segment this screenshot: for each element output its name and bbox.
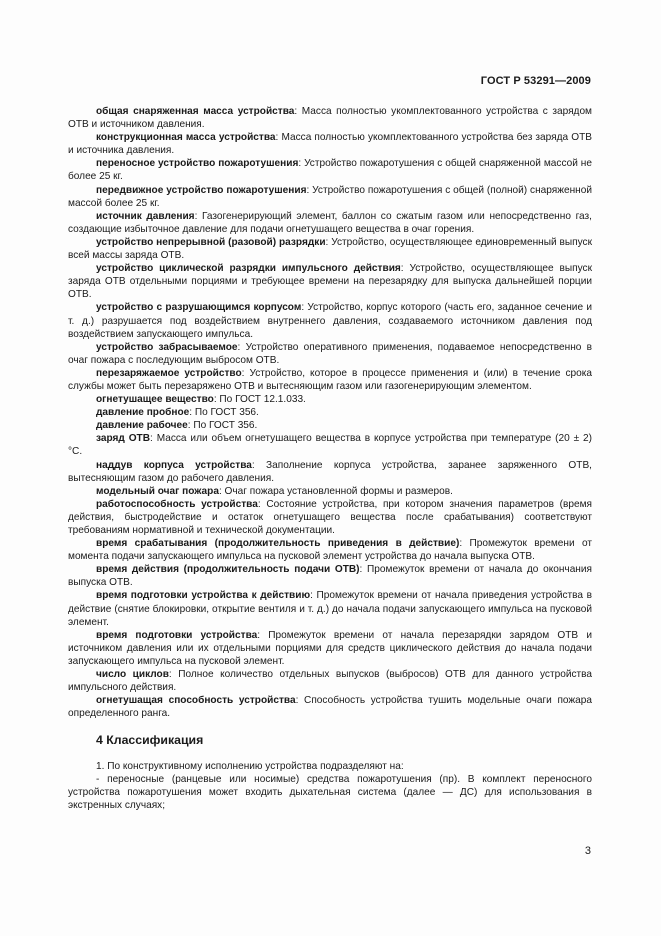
- definition-term: время срабатывания (продолжительность приведения в действие): [96, 538, 460, 550]
- definition-term: время подготовки устройства к действию: [96, 590, 311, 602]
- definition-item: [68, 262, 592, 301]
- definition-text: : Устройство, осуществляющее выпуск заряда ОТВ отдельными порциями и требующее времени на перезарядку для выпуска дальнейшей порции ОТВ.: [68, 263, 592, 301]
- definition-term: работоспособность устройства: [96, 498, 258, 510]
- definition-term: время подготовки устройства: [96, 629, 258, 641]
- definition-term: передвижное устройство пожаротушения: [96, 184, 307, 196]
- definition-item: [68, 694, 592, 720]
- definition-text: : Масса полностью укомплектованного устройства без заряда ОТВ и источника давления.: [68, 132, 592, 157]
- definition-term: давление рабочее: [96, 420, 188, 432]
- definition-item: [68, 184, 592, 210]
- definition-text: : Промежуток времени от начала перезарядки зарядом ОТВ и источником давления или их отдельными порциями для средств циклического действия до начала подачи запускающего импульса на пусковой элемент.: [68, 629, 592, 667]
- definition-item: [68, 432, 592, 458]
- definition-item: [68, 668, 592, 694]
- definition-term: устройство с разрушающимся корпусом: [96, 302, 302, 314]
- definition-item: [68, 367, 592, 393]
- definition-item: [68, 210, 592, 236]
- definition-term: общая снаряженная масса устройства: [96, 106, 295, 117]
- definition-term: устройство непрерывной (разовой) разрядки: [96, 236, 326, 248]
- definition-text: : Полное количество отдельных выпусков (выбросов) ОТВ для данного устройства импульсного действия.: [68, 669, 592, 694]
- definition-item: [68, 131, 592, 157]
- definition-text: : Устройство оперативного применения, подаваемое непосредственно в очаг пожара с последующим выбросом ОТВ.: [68, 341, 592, 366]
- classification-item: - переносные (ранцевые или носимые) средства пожаротушения (пр). В комплект переносного устройства пожаротушения может входить дыхательная система (далее — ДС) для использования в экстренных случаях;: [68, 773, 592, 811]
- definition-text: : Устройство, которое в процессе применения и (или) в течение срока службы может быть перезаряжено ОТВ и вытесняющим газом или газогенерирующим элементом.: [68, 367, 592, 392]
- definition-text: : Масса полностью укомплектованного устройства с зарядом ОТВ и источником давления.: [68, 106, 592, 131]
- definition-text: : По ГОСТ 356.: [187, 420, 258, 432]
- definition-term: модельный очаг пожара: [96, 485, 219, 497]
- document-id: ГОСТ Р 53291—2009: [480, 75, 591, 87]
- definition-text: : Промежуток времени от начала приведения устройства в действие (снятие блокировки, открытие вентиля и т. д.) до начала подачи запускающего импульса на пусковой элемент.: [68, 590, 592, 628]
- definition-text: : Устройство пожаротушения с общей снаряженной массой не более 25 кг.: [68, 158, 592, 183]
- definition-item: [68, 406, 592, 419]
- definition-term: перезаряжаемое устройство: [96, 367, 242, 379]
- definition-item: [68, 563, 592, 589]
- definition-text: : Заполнение корпуса устройства, заранее заряженного ОТВ, вытесняющим газом до рабочего давления.: [68, 459, 592, 484]
- definition-term: время действия (продолжительность подачи ОТВ): [96, 564, 360, 576]
- classification-list: [68, 760, 592, 812]
- definition-text: : По ГОСТ 12.1.033.: [213, 394, 306, 406]
- document-body: [68, 105, 592, 812]
- definition-text: : Устройство, осуществляющее единовременный выпуск всей массы заряда ОТВ.: [68, 236, 593, 262]
- definition-text: : Устройство пожаротушения с общей (полной) снаряженной массой более 25 кг.: [68, 184, 593, 209]
- definition-term: заряд ОТВ: [96, 433, 151, 445]
- definition-text: : Очаг пожара установленной формы и размеров.: [218, 485, 453, 497]
- definition-text: : Состояние устройства, при котором значения параметров (время действия, быстродействие и остаток огнетушащего вещества после срабатывания) соответствуют требованиям нормативной и технической документации.: [68, 498, 593, 536]
- definition-text: : По ГОСТ 356.: [189, 407, 259, 419]
- definition-item: [68, 105, 592, 131]
- definition-item: [68, 537, 592, 563]
- definition-text: : Промежуток времени от момента подачи запускающего импульса на пусковой элемент устройства до начала выпуска ОТВ.: [68, 538, 593, 563]
- definition-text: : Способность устройства тушить модельные очаги пожара определенного ранга.: [68, 695, 592, 720]
- definition-item: [68, 498, 592, 537]
- definition-term: число циклов: [96, 669, 169, 681]
- definition-term: огнетушащее вещество: [96, 394, 214, 406]
- definition-term: наддув корпуса устройства: [96, 459, 252, 471]
- definitions-list: [68, 105, 592, 720]
- definition-term: источник давления: [96, 210, 195, 222]
- definition-term: устройство циклической разрядки импульсного действия: [96, 263, 401, 275]
- definition-item: [68, 157, 592, 183]
- definition-text: : Газогенерирующий элемент, баллон со сжатым газом или непосредственно газ, создающие избыточное давление для подачи огнетушащего вещества в очаг горения.: [68, 210, 592, 235]
- definition-term: давление пробное: [96, 407, 190, 419]
- section-heading: 4 Классификация: [96, 733, 204, 748]
- definition-item: [68, 459, 592, 485]
- definition-term: огнетушащая способность устройства: [96, 695, 296, 707]
- definition-item: [68, 485, 592, 498]
- definition-item: [68, 236, 592, 262]
- definition-item: [68, 629, 592, 668]
- definition-item: [68, 589, 592, 628]
- page-number: 3: [584, 845, 591, 857]
- definition-item: [68, 301, 592, 340]
- definition-item: [68, 419, 592, 432]
- definition-text: : Устройство, корпус которого (часть его, заданное сечение и т. д.) разрушается под воздействием внутреннего давления, создаваемого источником давления под воздействием запускающего импульса.: [68, 302, 592, 340]
- definition-term: устройство забрасываемое: [96, 341, 238, 353]
- definition-text: : Масса или объем огнетушащего вещества в корпусе устройства при температуре (20 ± 2) °С.: [68, 433, 592, 458]
- definition-term: переносное устройство пожаротушения: [96, 158, 299, 170]
- definition-item: [68, 341, 592, 367]
- definition-text: : Промежуток времени от начала до окончания выпуска ОТВ.: [68, 564, 592, 589]
- classification-item: 1. По конструктивному исполнению устройства подразделяют на:: [96, 760, 404, 772]
- definition-term: конструкционная масса устройства: [96, 132, 276, 144]
- definition-item: [68, 393, 592, 406]
